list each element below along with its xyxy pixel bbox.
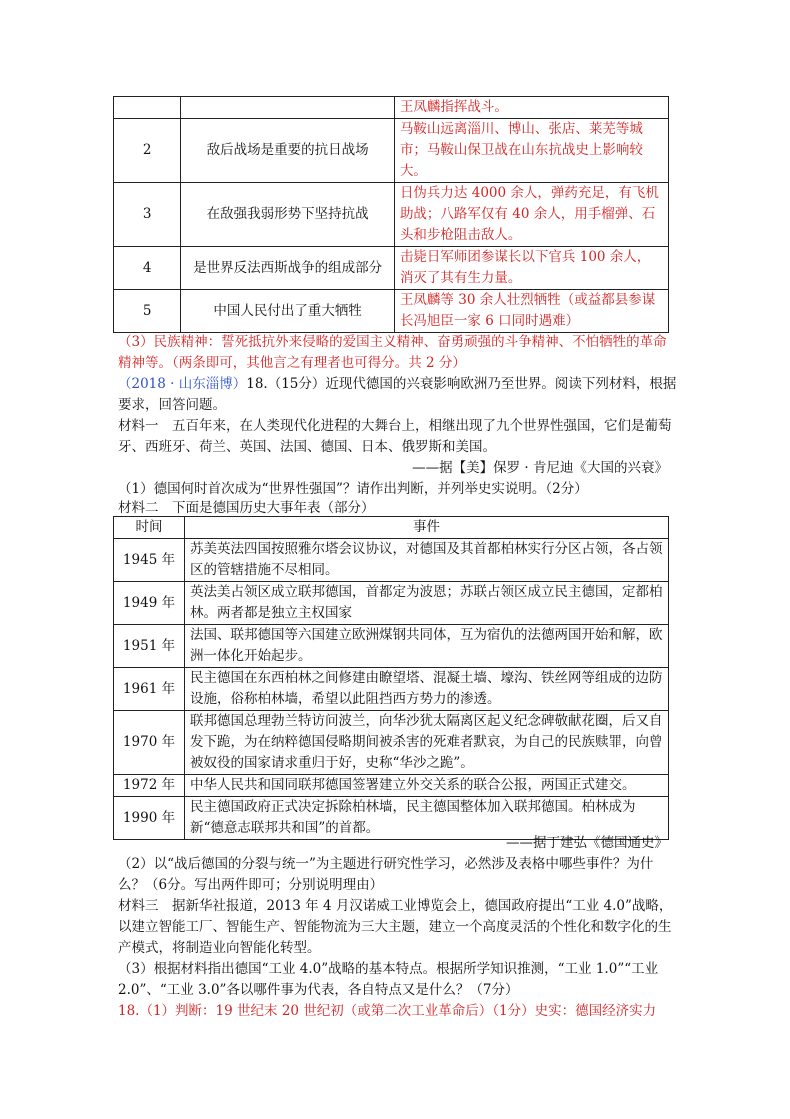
row-evidence: 日伪兵力达 4000 余人，弹药充足，有飞机助战；八路军仅有 40 余人，用手榴弹、石头和步枪阻击敌人。 — [394, 183, 668, 247]
timeline-year: 1970 年 — [114, 711, 185, 775]
material-2: 材料二 下面是德国历史大事年表（部分） — [118, 500, 375, 516]
timeline-event: 法国、联邦德国等六国建立欧洲煤钢共同体，互为宿仇的法德两国开始和解，欧洲一体化开始起步。 — [185, 625, 669, 668]
material-3: 材料三 据新华社报道，2013 年 4 月汉诺威工业博览会上，德国政府提出“工业 4.0”战略，以建立智能工厂、智能生产、智能物流为三大主题，建立一个高度灵活的个性化和数字化的生产模式，将制造业向智能化转型。 — [118, 898, 673, 956]
source-2: ——据丁建弘《德国通史》 — [506, 835, 668, 851]
header-time: 时间 — [114, 517, 185, 539]
answer-3: （3）民族精神：誓死抵抗外来侵略的爱国主义精神、奋勇顽强的斗争精神、不怕牺牲的革命精神等。（两条即可，其他言之有理者也可得分。共 2 分） — [118, 334, 667, 371]
table-row — [114, 119, 669, 183]
timeline-row — [114, 625, 669, 668]
timeline-year: 1990 年 — [114, 797, 185, 840]
source-1: ——据【美】保罗 · 肯尼迪《大国的兴衰》 — [412, 460, 668, 476]
timeline-event: 民主德国政府正式决定拆除柏林墙，民主德国整体加入联邦德国。柏林成为新“德意志联邦共和国”的首都。 — [185, 797, 669, 840]
question-18-text: 18.（15分）近现代德国的兴衰影响欧洲乃至世界。阅读下列材料，根据要求，回答问题。 — [118, 376, 677, 413]
timeline-table — [113, 516, 669, 840]
timeline-event: 英法美占领区成立联邦德国，首都定为波恩；苏联占领区成立民主德国，定都柏林。两者都是独立主权国家 — [185, 582, 669, 625]
question-18-intro — [118, 374, 678, 416]
timeline-row — [114, 539, 669, 582]
row-point: 敌后战场是重要的抗日战场 — [181, 119, 395, 183]
question-2: （2）以“战后德国的分裂与统一”为主题进行研究性学习，必然涉及表格中哪些事件？为什么？（6分。写出两件即可；分别说明理由） — [118, 856, 654, 893]
timeline-year: 1945 年 — [114, 539, 185, 582]
row-point: 在敌强我弱形势下坚持抗战 — [181, 183, 395, 247]
row-number: 4 — [114, 247, 181, 290]
header-event: 事件 — [185, 517, 669, 539]
timeline-year: 1949 年 — [114, 582, 185, 625]
source-tag: （2018 · 山东淄博） — [118, 376, 247, 392]
row-number: 5 — [114, 290, 181, 333]
timeline-row — [114, 711, 669, 775]
timeline-event: 联邦德国总理勃兰特访问波兰，向华沙犹太隔离区起义纪念碑敬献花圈，后又自发下跪，为在纳粹德国侵略期间被杀害的死难者默哀，为自己的民族赎罪，向曾被奴役的国家请求重归于好，史称“华沙之跪”。 — [185, 711, 669, 775]
row-evidence: 击毙日军师团参谋长以下官兵 100 余人，消灭了其有生力量。 — [394, 247, 668, 290]
timeline-row — [114, 668, 669, 711]
timeline-row — [114, 582, 669, 625]
timeline-header-row — [114, 517, 669, 539]
row-point: 是世界反法西斯战争的组成部分 — [181, 247, 395, 290]
table-row — [114, 290, 669, 333]
row-evidence: 王凤麟等 30 余人壮烈牺牲（或益都县参谋长冯旭臣一家 6 口同时遇难） — [394, 290, 668, 333]
timeline-event: 中华人民共和国同联邦德国签署建立外交关系的联合公报，两国正式建交。 — [185, 775, 669, 797]
table-row — [114, 183, 669, 247]
table-row — [114, 247, 669, 290]
timeline-event: 苏美英法四国按照雅尔塔会议协议，对德国及其首都柏林实行分区占领，各占领区的管辖措施不尽相同。 — [185, 539, 669, 582]
question-1: （1）德国何时首次成为“世界性强国”？请作出判断，并列举史实说明。（2分） — [118, 481, 588, 497]
timeline-event: 民主德国在东西柏林之间修建由瞭望塔、混凝土墙、壕沟、铁丝网等组成的边防设施，俗称柏林墙，希望以此阻挡西方势力的渗透。 — [185, 668, 669, 711]
row-number — [114, 97, 181, 119]
timeline-year: 1961 年 — [114, 668, 185, 711]
row-evidence: 马鞍山远离淄川、博山、张店、莱芜等城市；马鞍山保卫战在山东抗战史上影响较大。 — [394, 119, 668, 183]
row-evidence: 王凤麟指挥战斗。 — [394, 97, 668, 119]
timeline-year: 1951 年 — [114, 625, 185, 668]
question-3: （3）根据材料指出德国“工业 4.0”战略的基本特点。根据所学知识推测，“工业 1.0”“工业 2.0”、“工业 3.0”各以哪件事为代表，各自特点又是什么？（7分） — [118, 961, 659, 998]
timeline-row — [114, 775, 669, 797]
row-number: 3 — [114, 183, 181, 247]
material-1: 材料一 五百年来，在人类现代化进程的大舞台上，相继出现了九个世界性强国，它们是葡萄牙、西班牙、荷兰、英国、法国、德国、日本、俄罗斯和美国。 — [118, 418, 672, 455]
answer-18-1: 18.（1）判断：19 世纪末 20 世纪初（或第二次工业革命后）（1分）史实：德国经济实力 — [118, 1003, 657, 1019]
row-point — [181, 97, 395, 119]
row-point: 中国人民付出了重大牺牲 — [181, 290, 395, 333]
history-evidence-table — [113, 96, 669, 333]
table-row — [114, 97, 669, 119]
row-number: 2 — [114, 119, 181, 183]
timeline-year: 1972 年 — [114, 775, 185, 797]
